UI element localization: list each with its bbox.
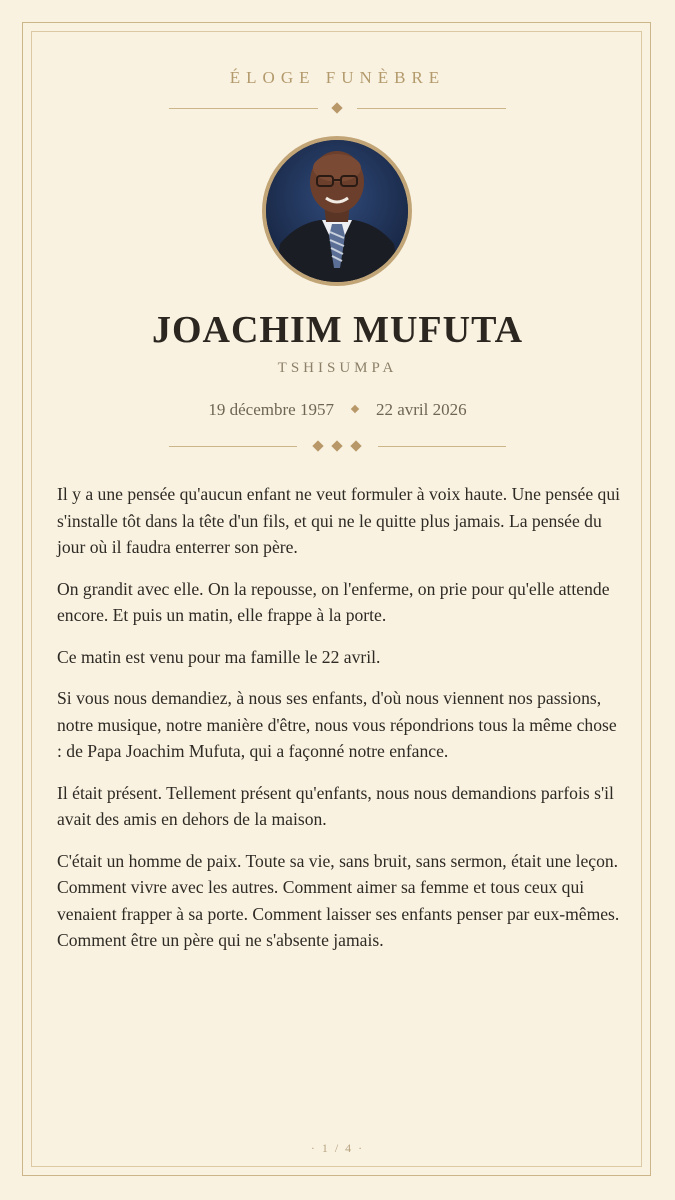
page-indicator: · 1 / 4 · — [310, 1141, 365, 1155]
eulogy-paragraph: C'était un homme de paix. Toute sa vie, sans bruit, sans sermon, était une leçon. Comment vivre avec les autres. Comment aimer sa femme et tous ceux qui venaient frapper à sa porte. Comment laisser ses enfants penser par eux-mêmes. Comment être un père qui ne s'absente jamais. — [57, 850, 620, 950]
eulogy-paragraph: Ce matin est venu pour ma famille le 22 avril. — [57, 646, 381, 667]
portrait-illustration — [266, 140, 408, 282]
ornament-rule-right-2 — [378, 446, 506, 447]
portrait-photo — [262, 136, 412, 286]
ornament-rule-left-2 — [169, 446, 297, 447]
eulogy-body — [57, 481, 622, 969]
section-kicker: ÉLOGE FUNÈBRE — [229, 68, 446, 87]
eulogy-paragraph: Si vous nous demandiez, à nous ses enfants, d'où nous viennent nos passions, notre musique, notre manière d'être, nous vous répondrions tous la même chose : de Papa Joachim Mufuta, qui a façonné notre enfance. — [57, 688, 617, 761]
deceased-subname: TSHISUMPA — [277, 360, 398, 376]
birth-date: 19 décembre 1957 — [208, 400, 334, 419]
date-separator-icon — [351, 405, 359, 413]
death-date: 22 avril 2026 — [375, 400, 467, 419]
eulogy-paragraph: Il y a une pensée qu'aucun enfant ne veut formuler à voix haute. Une pensée qui s'installe tôt dans la tête d'un fils, et qui ne le quitte plus jamais. La pensée du jour où il faudra enterrer son père. — [57, 484, 621, 557]
ornament-rule-left — [169, 108, 318, 109]
eulogy-paragraph: On grandit avec elle. On la repousse, on l'enferme, on prie pour qu'elle attende encore. Et puis un matin, elle frappe à la porte. — [57, 578, 610, 625]
life-dates — [0, 400, 675, 420]
eulogy-paragraph: Il était présent. Tellement présent qu'enfants, nous nous demandions parfois s'il avait des amis en dehors de la maison. — [57, 782, 614, 829]
deceased-name: JOACHIM MUFUTA — [151, 309, 524, 351]
ornament-rule-right — [357, 108, 506, 109]
